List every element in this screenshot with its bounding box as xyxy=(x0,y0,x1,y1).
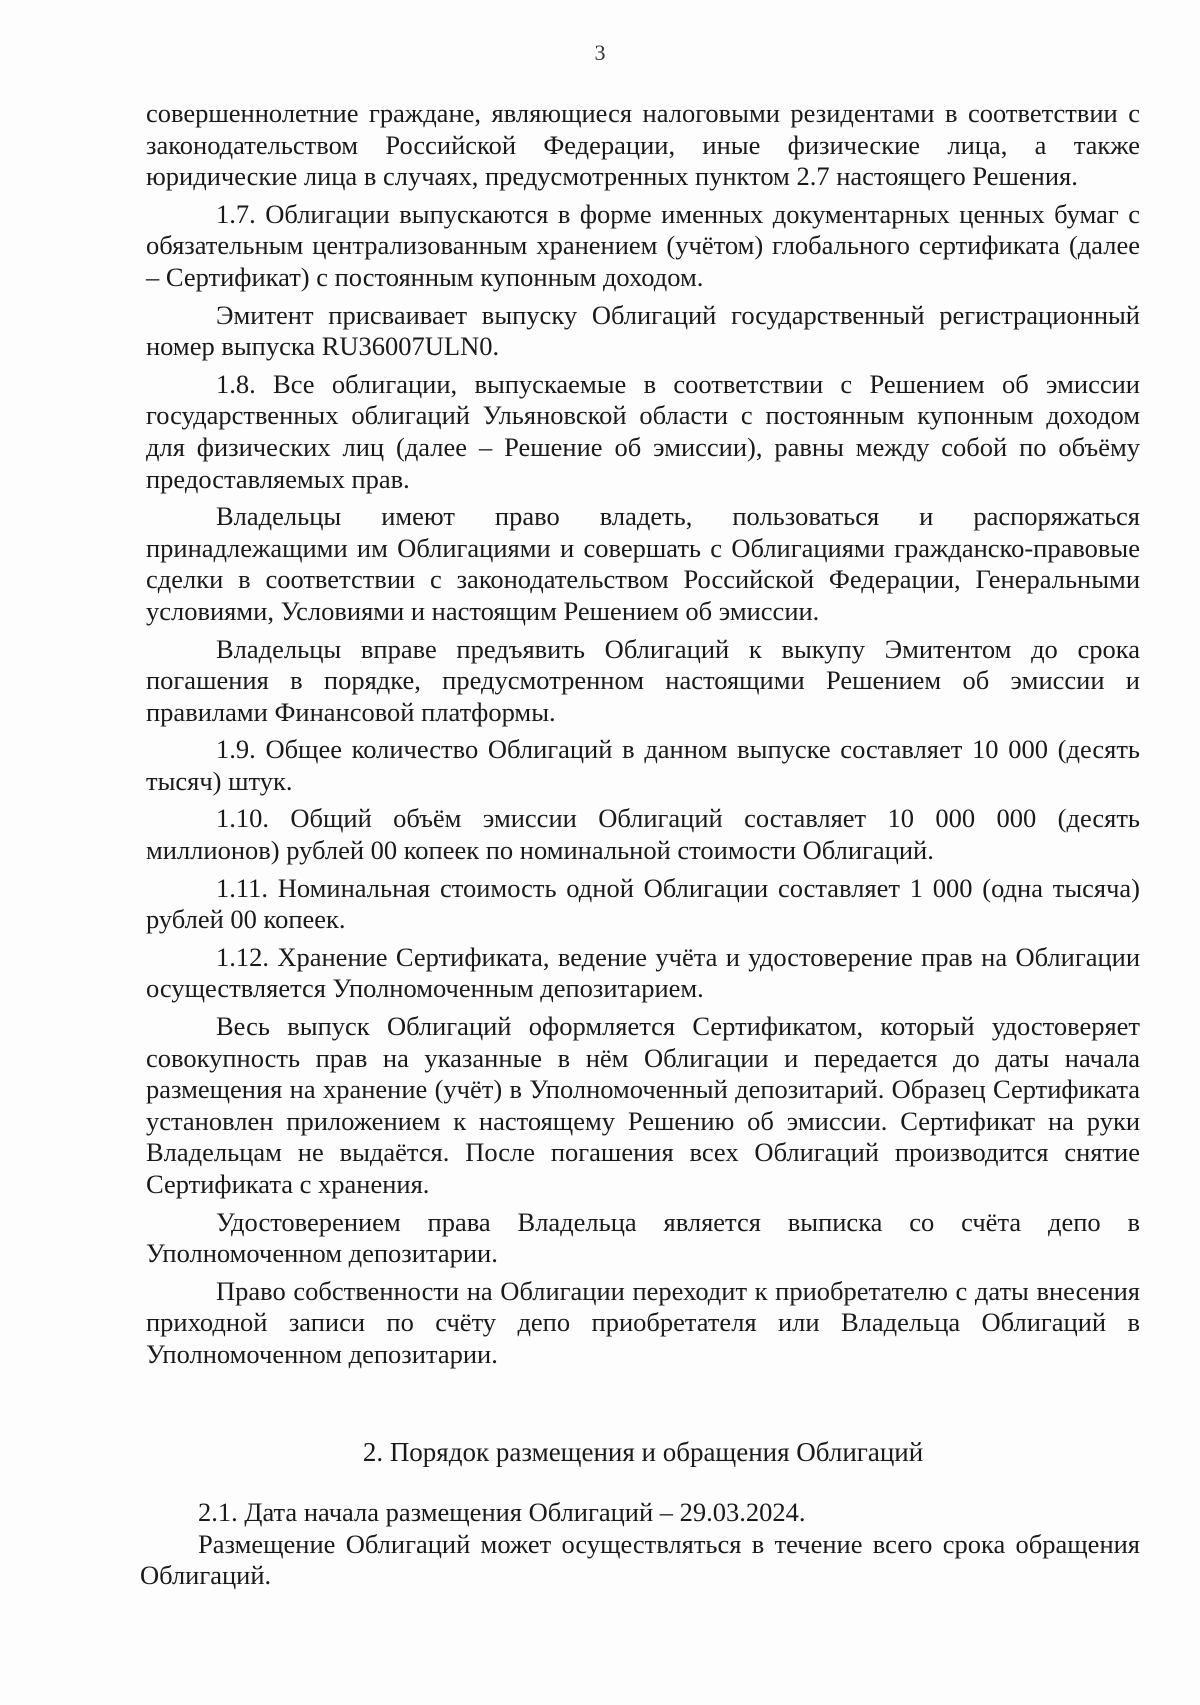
paragraph-certificate: Весь выпуск Облигаций оформляется Сертификатом, который удостоверяет совокупность прав на указанные в нём Облигации и передается до даты начала размещения на хранение (учёт) в Уполномоченный депозитарий. Образец Сертификата установлен приложением к настоящему Решению об эмиссии. Сертификат на руки Владельцам не выдаётся. После погашения всех Облигаций производится снятие Сертификата с хранения. xyxy=(146,1011,1140,1199)
paragraph-1-12: 1.12. Хранение Сертификата, ведение учёта и удостоверение прав на Облигации осуществляется Уполномоченным депозитарием. xyxy=(146,941,1140,1004)
paragraph-registration-number: Эмитент присваивает выпуску Облигаций государственный регистрационный номер выпуска RU36007ULN0. xyxy=(146,299,1140,362)
page-number: 3 xyxy=(594,40,606,65)
section-2-body xyxy=(140,1497,1140,1592)
document-body xyxy=(146,98,1140,1371)
paragraph-ownership-proof: Удостоверением права Владельца является выписка со счёта депо в Уполномоченном депозитарии. xyxy=(146,1206,1140,1269)
paragraph-2-1: 2.1. Дата начала размещения Облигаций – 29.03.2024. xyxy=(198,1497,806,1527)
paragraph-1-7: 1.7. Облигации выпускаются в форме именных документарных ценных бумаг с обязательным централизованным хранением (учётом) глобального сертификата (далее – Сертификат) с постоянным купонным доходом. xyxy=(146,198,1140,292)
paragraph-1-9: 1.9. Общее количество Облигаций в данном выпуске составляет 10 000 (десять тысяч) штук. xyxy=(146,734,1140,796)
paragraph-ownership-transfer: Право собственности на Облигации переходит к приобретателю с даты внесения приходной записи по счёту депо приобретателя или Владельца Облигаций в Уполномоченном депозитарии. xyxy=(146,1275,1140,1369)
paragraph-1-11: 1.11. Номинальная стоимость одной Облигации составляет 1 000 (одна тысяча) рублей 00 копеек. xyxy=(146,872,1140,935)
paragraph-placement-period: Размещение Облигаций может осуществляться в течение всего срока обращения Облигаций. xyxy=(140,1528,1140,1591)
paragraph-buyback: Владельцы вправе предъявить Облигаций к выкупу Эмитентом до срока погашения в порядке, предусмотренном настоящими Решением об эмиссии и правилами Финансовой платформы. xyxy=(146,633,1140,727)
paragraph-continuation: совершеннолетние граждане, являющиеся налоговыми резидентами в соответствии с законодательством Российской Федерации, иные физические лица, а также юридические лица в случаях, предусмотренных пунктом 2.7 настоящего Решения. xyxy=(146,98,1140,192)
paragraph-1-8: 1.8. Все облигации, выпускаемые в соответствии с Решением об эмиссии государственных облигаций Ульяновской области с постоянным купонным доходом для физических лиц (далее – Решение об эмиссии), равны между собой по объёму предоставляемых прав. xyxy=(146,368,1140,494)
paragraph-1-10: 1.10. Общий объём эмиссии Облигаций составляет 10 000 000 (десять миллионов) рублей 00 копеек по номинальной стоимости Облигаций. xyxy=(146,803,1140,866)
section-heading: 2. Порядок размещения и обращения Облигаций xyxy=(362,1437,924,1467)
paragraph-owner-rights: Владельцы имеют право владеть, пользоваться и распоряжаться принадлежащими им Облигациями и совершать с Облигациями гражданско-правовые сделки в соответствии с законодательством Российской Федерации, Генеральными условиями, Условиями и настоящим Решением об эмиссии. xyxy=(146,501,1140,626)
